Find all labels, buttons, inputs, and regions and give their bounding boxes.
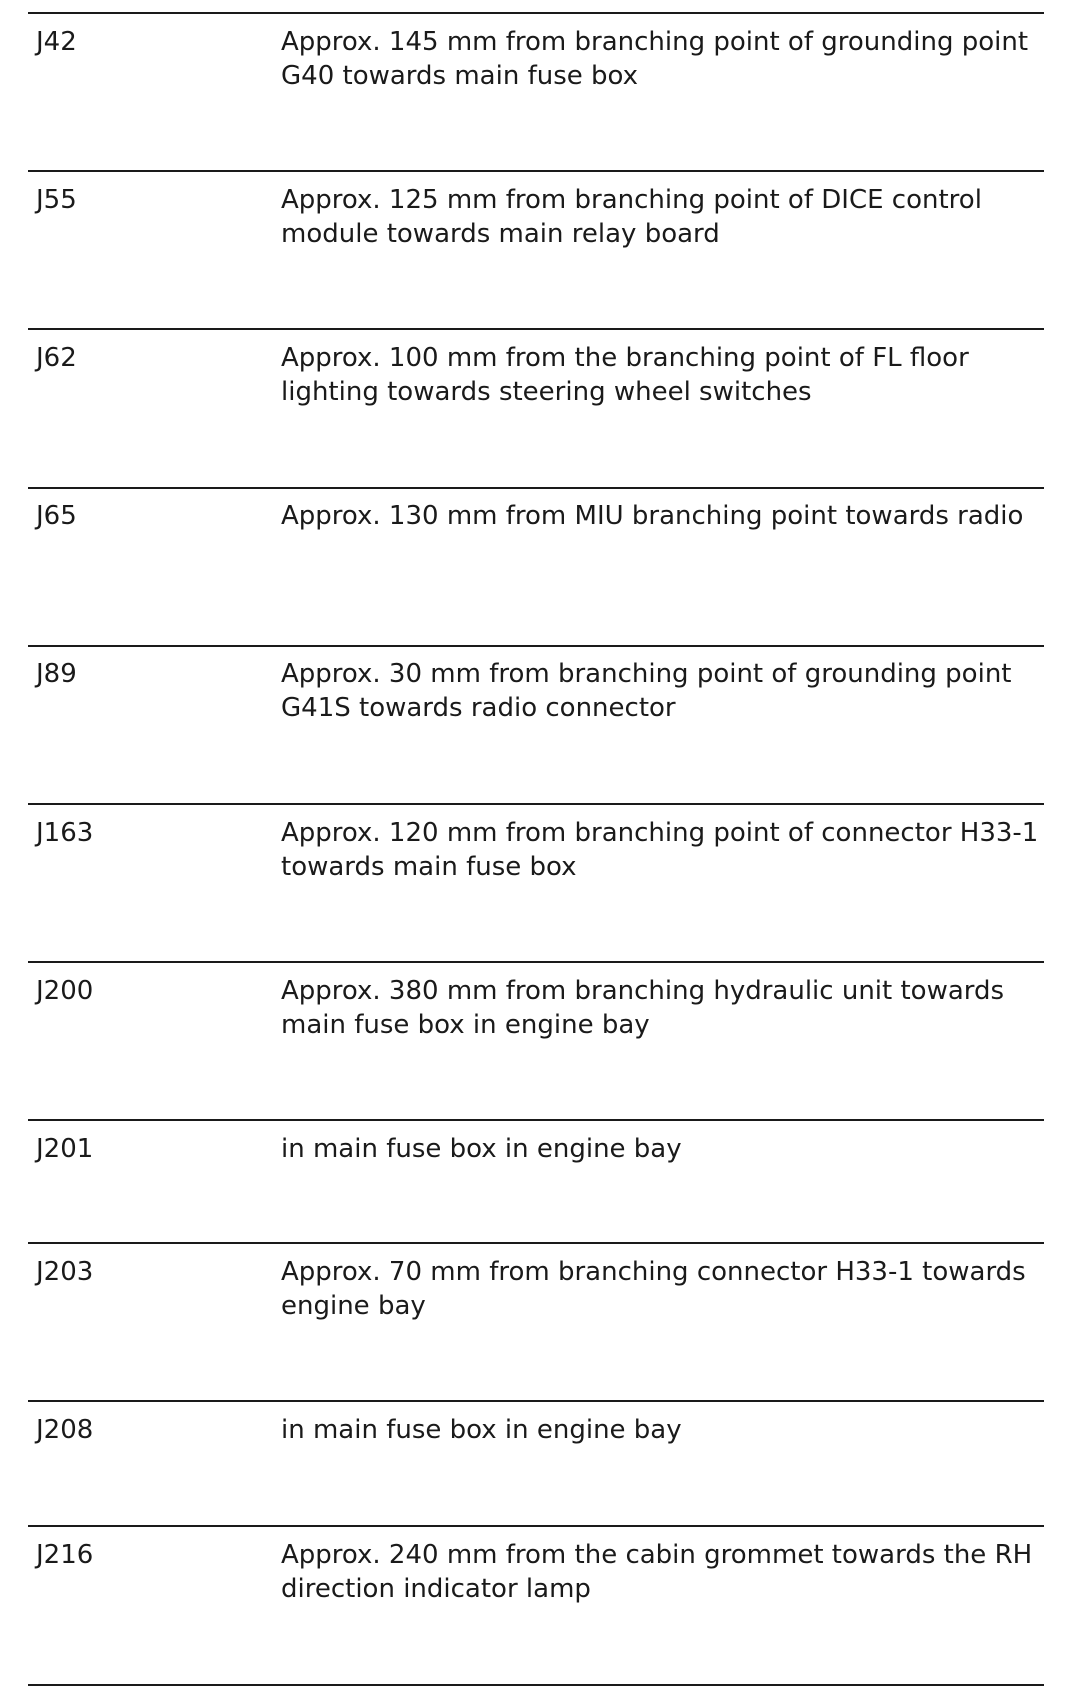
- row-divider: [28, 1400, 1044, 1402]
- splice-location: Approx. 130 mm from MIU branching point towards radio: [281, 501, 1024, 531]
- splice-code: J42: [36, 27, 77, 57]
- splice-location: Approx. 125 mm from branching point of DICE control module towards main relay board: [281, 185, 982, 249]
- row-divider: [28, 12, 1044, 14]
- splice-location: in main fuse box in engine bay: [281, 1134, 682, 1164]
- splice-code: J62: [36, 343, 77, 373]
- row-divider: [28, 1119, 1044, 1121]
- splice-code: J201: [36, 1134, 94, 1164]
- row-divider: [28, 328, 1044, 330]
- row-divider: [28, 1242, 1044, 1244]
- row-divider: [28, 170, 1044, 172]
- splice-code: J216: [36, 1540, 94, 1570]
- splice-code: J200: [36, 976, 94, 1006]
- row-divider: [28, 961, 1044, 963]
- splice-location: Approx. 120 mm from branching point of connector H33-1 towards main fuse box: [281, 818, 1039, 882]
- splice-code: J163: [36, 818, 94, 848]
- splice-location: Approx. 145 mm from branching point of grounding point G40 towards main fuse box: [281, 27, 1029, 91]
- splice-location: Approx. 70 mm from branching connector H33-1 towards engine bay: [281, 1257, 1026, 1321]
- splice-code: J55: [36, 185, 77, 215]
- row-divider: [28, 1684, 1044, 1686]
- row-divider: [28, 645, 1044, 647]
- splice-location: in main fuse box in engine bay: [281, 1415, 682, 1445]
- splice-code: J208: [36, 1415, 94, 1445]
- splice-code: J89: [36, 659, 77, 689]
- row-divider: [28, 1525, 1044, 1527]
- splice-location: Approx. 240 mm from the cabin grommet towards the RH direction indicator lamp: [281, 1540, 1033, 1604]
- splice-code: J203: [36, 1257, 94, 1287]
- splice-location: Approx. 100 mm from the branching point of FL floor lighting towards steering wheel switches: [281, 343, 969, 407]
- splice-location: Approx. 380 mm from branching hydraulic unit towards main fuse box in engine bay: [281, 976, 1005, 1040]
- splice-location: Approx. 30 mm from branching point of grounding point G41S towards radio connector: [281, 659, 1012, 723]
- row-divider: [28, 487, 1044, 489]
- row-divider: [28, 803, 1044, 805]
- splice-code: J65: [36, 501, 77, 531]
